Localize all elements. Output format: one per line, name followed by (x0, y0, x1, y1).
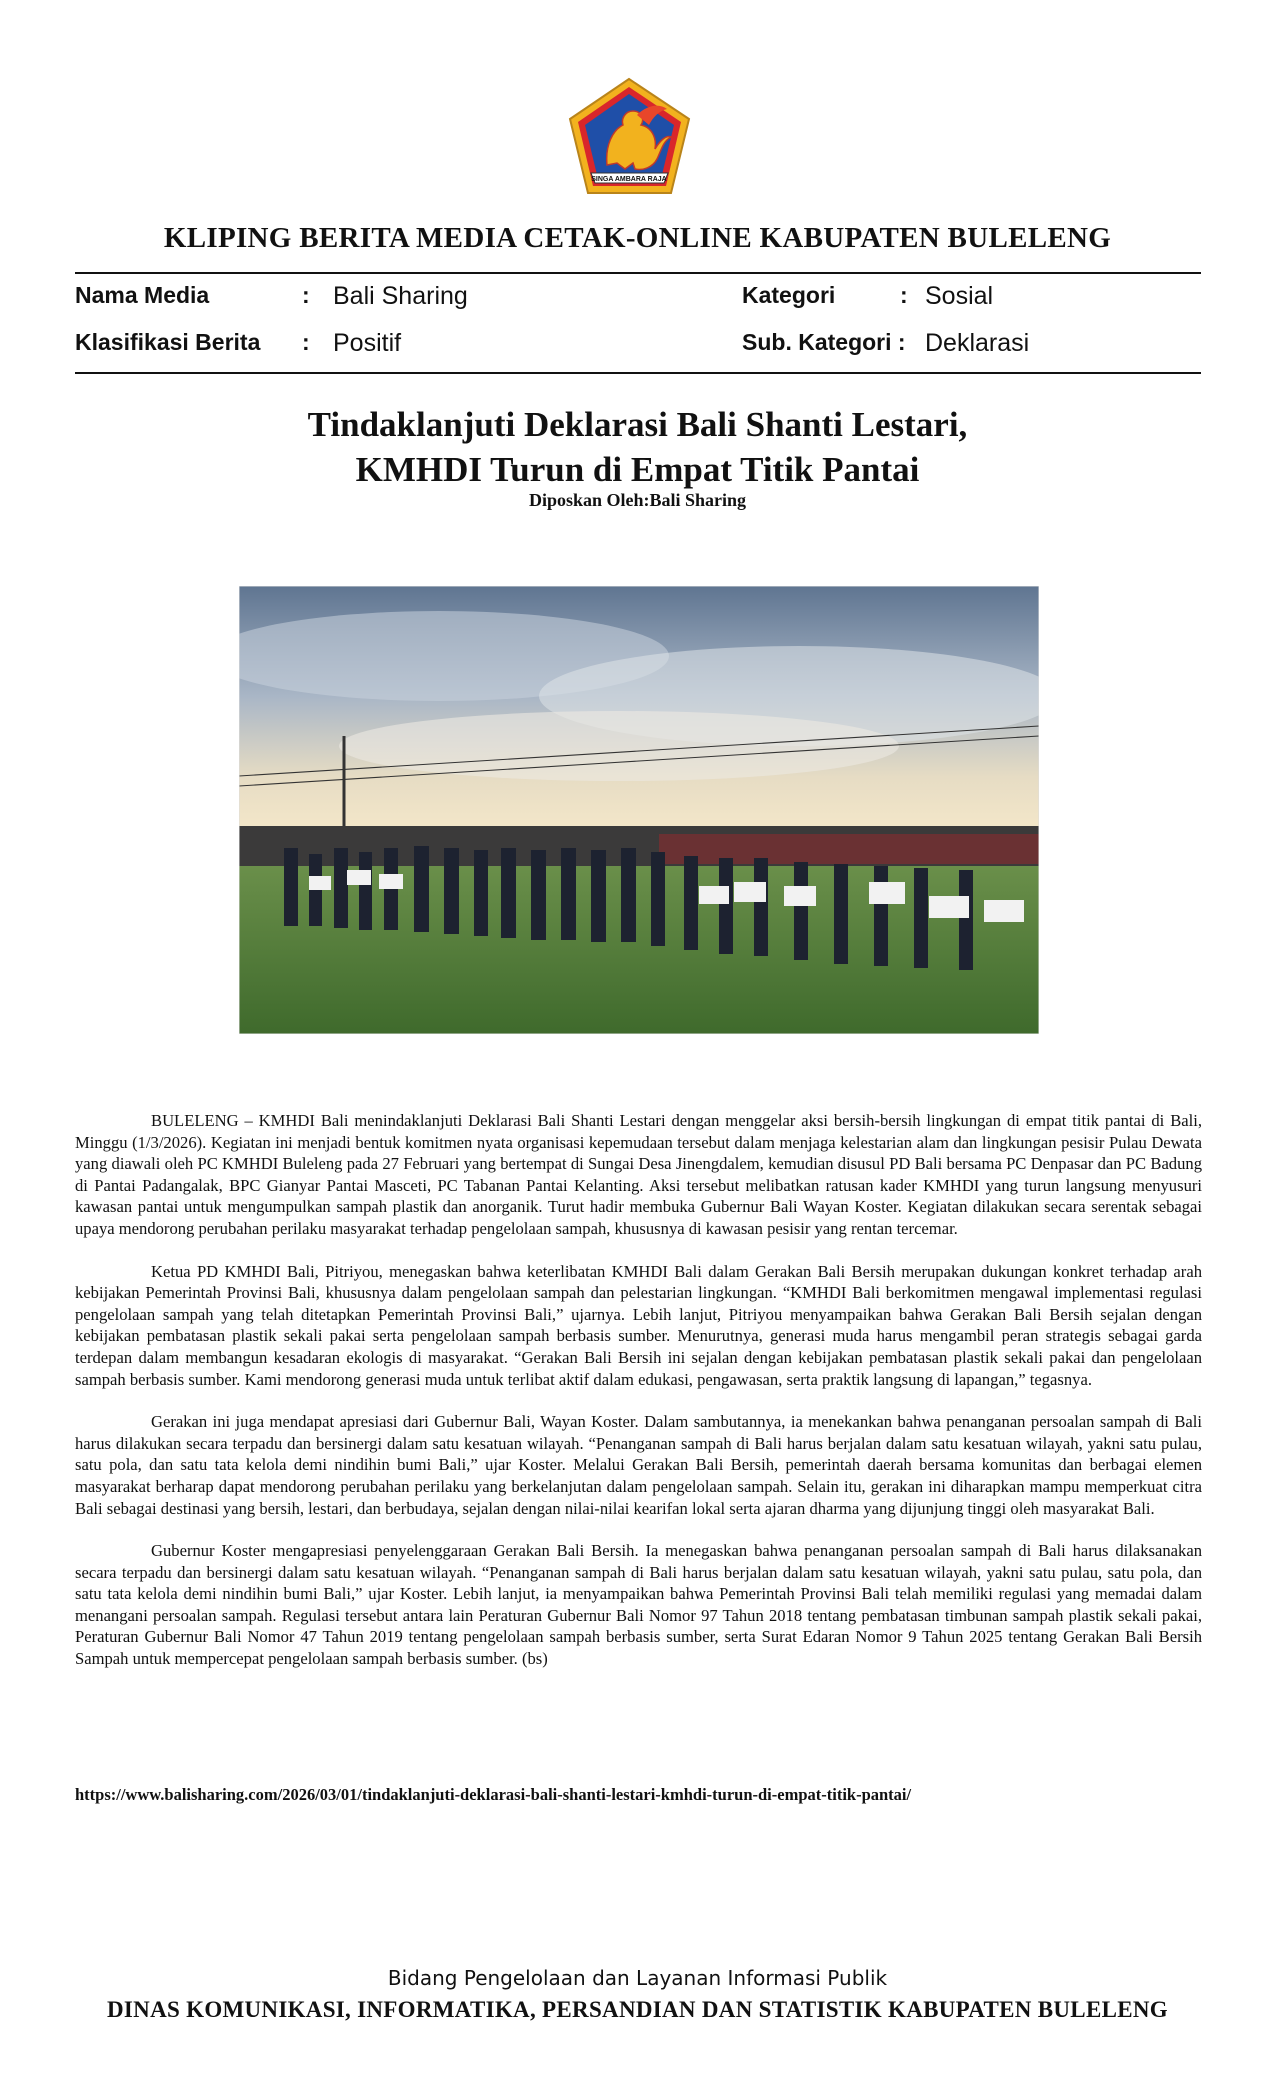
category-value: Sosial (925, 282, 994, 310)
article-photo (239, 586, 1039, 1034)
headline-line-1: Tindaklanjuti Deklarasi Bali Shanti Lestari, (307, 405, 968, 444)
article-paragraph-2: Ketua PD KMHDI Bali, Pitriyou, menegaskan bahwa keterlibatan KMHDI Bali dalam Gerakan Bali Bersih merupakan dukungan konkret terhadap arah kebijakan Pemerintah Provinsi Bali, khususnya dalam pengelolaan sampah dan pelestarian lingkungan. “KMHDI Bali berkomitmen mengawal implementasi regulasi pengelolaan sampah yang telah ditetapkan Pemerintah Provinsi Bali,” ujarnya. Lebih lanjut, Pitriyou menyampaikan bahwa Gerakan Bali Bersih sejalan dengan kebijakan pembatasan plastik sekali pakai serta pengelolaan sampah berbasis sumber. Menurutnya, generasi muda harus mengambil peran strategis sebagai garda terdepan dalam membangun kesadaran ekologis di masyarakat. “Gerakan Bali Bersih ini sejalan dengan kebijakan pembatasan plastik sekali pakai dan pengelolaan sampah berbasis sumber. Kami mendorong generasi muda untuk terlibat aktif dalam edukasi, pengawasan, serta praktik langsung di lapangan,” tegasnya. (75, 1261, 1202, 1389)
media-name-colon: : (302, 282, 310, 308)
article-headline (0, 402, 1275, 492)
classification-colon: : (302, 329, 310, 355)
bottom-divider (75, 372, 1201, 374)
article-body (75, 1110, 1202, 1691)
headline-line-2: KMHDI Turun di Empat Titik Pantai (355, 450, 920, 489)
footer-agency: DINAS KOMUNIKASI, INFORMATIKA, PERSANDIAN DAN STATISTIK KABUPATEN BULELENG (107, 1997, 1168, 2022)
article-paragraph-3: Gerakan ini juga mendapat apresiasi dari Gubernur Bali, Wayan Koster. Dalam sambutannya, ia menekankan bahwa penanganan persoalan sampah di Bali harus dilakukan secara terpadu dan bersinergi dalam satu kesatuan wilayah. “Penanganan sampah di Bali harus berjalan dalam satu kesatuan wilayah, yakni satu pulau, satu pola, dan satu tata kelola demi nindihin bumi Bali,” ujar Koster. Melalui Gerakan Bali Bersih, pemerintah daerah bersama komunitas dan berbagai elemen masyarakat berharap dapat mendorong perubahan perilaku yang berkelanjutan dalam pengelolaan sampah. Selain itu, gerakan ini diharapkan mampu memperkuat citra Bali sebagai destinasi yang bersih, lestari, dan berbudaya, sejalan dengan nilai-nilai kearifan lokal serta ajaran dharma yang dijunjung tinggi oleh masyarakat Bali. (75, 1412, 1202, 1518)
clipping-title: KLIPING BERITA MEDIA CETAK-ONLINE KABUPATEN BULELENG (163, 222, 1112, 254)
media-name-label: Nama Media (75, 282, 210, 308)
media-name-value: Bali Sharing (333, 282, 468, 310)
footer-department: Bidang Pengelolaan dan Layanan Informasi Publik (387, 1966, 888, 1990)
classification-label: Klasifikasi Berita (75, 329, 261, 355)
article-paragraph-4: Gubernur Koster mengapresiasi penyelenggaraan Gerakan Bali Bersih. Ia menegaskan bahwa penanganan persoalan sampah di Bali harus dilaksanakan secara terpadu dan bersinergi dalam satu kesatuan wilayah. “Penanganan sampah di Bali harus berjalan dalam satu kesatuan wilayah, yakni satu pulau, satu pola, dan satu tata kelola demi nindihin bumi Bali,” ujar Koster. Lebih lanjut, ia menyampaikan bahwa Pemerintah Provinsi Bali telah memiliki regulasi yang memadai dalam menangani persoalan sampah. Regulasi tersebut antara lain Peraturan Gubernur Bali Nomor 97 Tahun 2018 tentang pembatasan timbunan sampah plastik sekali pakai, Peraturan Gubernur Bali Nomor 47 Tahun 2019 tentang pengelolaan sampah berbasis sumber, serta Surat Edaran Nomor 9 Tahun 2025 tentang Gerakan Bali Bersih Sampah untuk mempercepat pengelolaan sampah berbasis sumber. (bs) (75, 1541, 1202, 1669)
source-url-link[interactable]: https://www.balisharing.com/2026/03/01/tindaklanjuti-deklarasi-bali-shanti-lestari-kmhdi-turun-di-empat-titik-pantai/ (75, 1785, 912, 1804)
subcategory-value: Deklarasi (925, 329, 1030, 357)
classification-value: Positif (333, 329, 402, 357)
subcategory-label: Sub. Kategori : (742, 329, 906, 355)
category-colon: : (900, 282, 908, 308)
article-byline: Diposkan Oleh:Bali Sharing (528, 490, 747, 510)
category-label: Kategori (742, 282, 836, 308)
top-divider (75, 272, 1201, 274)
buleleng-crest-logo (563, 75, 696, 200)
article-paragraph-1: BULELENG – KMHDI Bali menindaklanjuti Deklarasi Bali Shanti Lestari dengan menggelar aksi bersih-bersih lingkungan di empat titik pantai di Bali, Minggu (1/3/2026). Kegiatan ini menjadi bentuk komitmen nyata organisasi kepemudaan tersebut dalam menjaga kelestarian alam dan lingkungan pesisir Pulau Dewata yang diawali oleh PC KMHDI Buleleng pada 27 Februari yang bertempat di Sungai Desa Jinengdalem, kemudian disusul PD Bali bersama PC Denpasar dan PC Badung di Pantai Padangalak, BPC Gianyar Pantai Masceti, PC Tabanan Pantai Kelanting. Aksi tersebut melibatkan ratusan kader KMHDI yang turun langsung menyusuri kawasan pantai untuk mengumpulkan sampah plastik dan anorganik. Turut hadir membuka Gubernur Bali Wayan Koster. Kegiatan dilakukan secara serentak sebagai upaya mendorong perubahan perilaku masyarakat terhadap pengelolaan sampah, khususnya di kawasan pesisir yang rentan tercemar. (75, 1111, 1202, 1238)
logo-motto-text: SINGA AMBARA RAJA (591, 176, 667, 183)
